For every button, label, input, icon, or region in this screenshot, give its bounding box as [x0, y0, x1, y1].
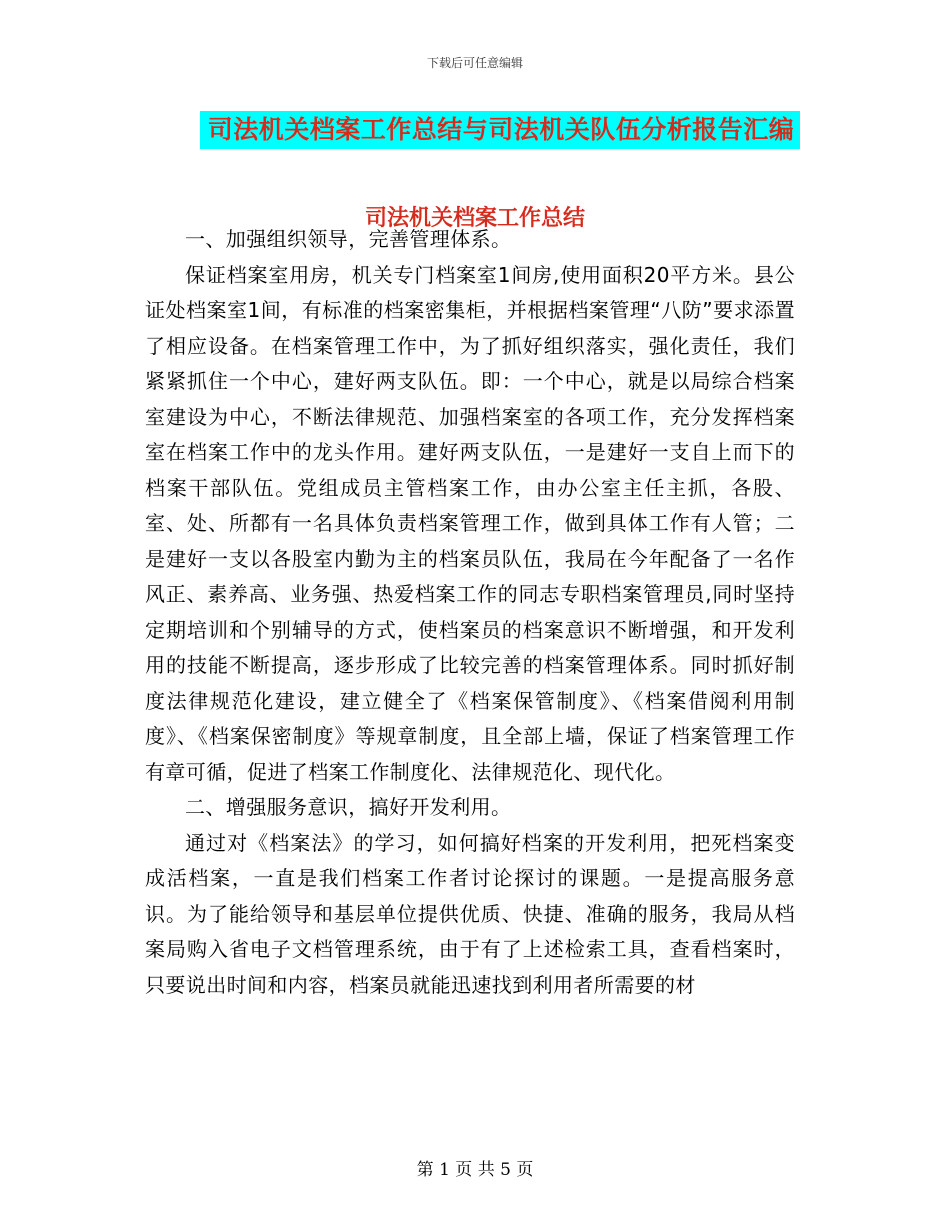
paragraph-heading-1: 一、加强组织领导，完善管理体系。: [185, 227, 512, 251]
page-footer: 第 1 页 共 5 页: [416, 1160, 534, 1180]
header-note: 下载后可任意编辑: [426, 56, 523, 70]
body-text: [145, 222, 795, 1003]
main-title: 司法机关档案工作总结与司法机关队伍分析报告汇编: [200, 111, 801, 149]
paragraph-1: 保证档案室用房，机关专门档案室1间房,使用面积20平方米。县公证处档案室1间，有标准的档案密集柜，并根据档案管理“八防”要求添置了相应设备。在档案管理工作中，为了抓好组织落实，强化责任，我们紧紧抓住一个中心，建好两支队伍。即：一个中心，就是以局综合档案室建设为中心，不断法律规范、加强档案室的各项工作，充分发挥档案室在档案工作中的龙头作用。建好两支队伍，一是建好一支自上而下的档案干部队伍。党组成员主管档案工作，由办公室主任主抓，各股、室、处、所都有一名具体负责档案管理工作，做到具体工作有人管；二是建好一支以各股室内勤为主的档案员队伍，我局在今年配备了一名作风正、素养高、业务强、热爱档案工作的同志专职档案管理员,同时坚持定期培训和个别辅导的方式，使档案员的档案意识不断增强，和开发利用的技能不断提高，逐步形成了比较完善的档案管理体系。同时抓好制度法律规范化建设，建立健全了《档案保管制度》、《档案借阅利用制度》、《档案保密制度》等规章制度，且全部上墙，保证了档案管理工作有章可循，促进了档案工作制度化、法律规范化、现代化。: [145, 262, 795, 784]
paragraph-2: 通过对《档案法》的学习，如何搞好档案的开发利用，把死档案变成活档案，一直是我们档案工作者讨论探讨的课题。一是提高服务意识。为了能给领导和基层单位提供优质、快捷、准确的服务，我局从档案局购入省电子文档管理系统，由于有了上述检索工具，查看档案时，只要说出时间和内容，档案员就能迅速找到利用者所需要的材: [145, 830, 795, 997]
main-title-wrap: [0, 111, 950, 149]
paragraph-heading-2: 二、增强服务意识，搞好开发利用。: [185, 795, 512, 819]
section-title: 司法机关档案工作总结: [364, 206, 585, 231]
